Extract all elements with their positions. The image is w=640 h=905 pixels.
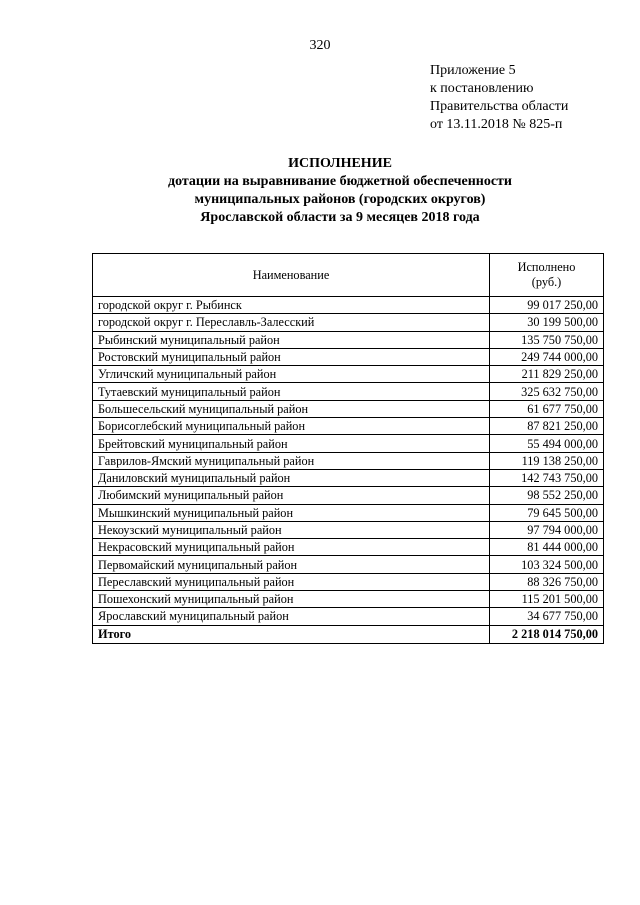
table-row [93, 504, 604, 521]
row-name: Некоузский муниципальный район [93, 521, 490, 538]
row-name: Ярославский муниципальный район [93, 608, 490, 625]
row-amount: 55 494 000,00 [490, 435, 604, 452]
table-row [93, 297, 604, 314]
table-row [93, 366, 604, 383]
table-row [93, 487, 604, 504]
total-amount: 2 218 014 750,00 [490, 625, 604, 643]
row-name: городской округ г. Переславль-Залесский [93, 314, 490, 331]
appendix-line: от 13.11.2018 № 825-п [430, 117, 563, 132]
row-name: Первомайский муниципальный район [93, 556, 490, 573]
row-name: Пошехонский муниципальный район [93, 591, 490, 608]
table-row [93, 400, 604, 417]
table-row [93, 331, 604, 348]
table-row [93, 314, 604, 331]
appendix-header [430, 62, 568, 134]
document-title [40, 155, 640, 227]
header-amount-line: Исполнено [517, 260, 576, 274]
table-row [93, 591, 604, 608]
row-amount: 119 138 250,00 [490, 452, 604, 469]
row-amount: 325 632 750,00 [490, 383, 604, 400]
table-row [93, 418, 604, 435]
table-row [93, 452, 604, 469]
row-name: Большесельский муниципальный район [93, 400, 490, 417]
appendix-line: Правительства области [430, 99, 569, 114]
execution-table [92, 253, 604, 644]
row-amount: 103 324 500,00 [490, 556, 604, 573]
row-amount: 135 750 750,00 [490, 331, 604, 348]
row-amount: 61 677 750,00 [490, 400, 604, 417]
title-line: ИСПОЛНЕНИЕ [288, 156, 392, 171]
appendix-line: Приложение 5 [430, 63, 516, 78]
table-body [93, 297, 604, 644]
title-line: Ярославской области за 9 месяцев 2018 года [200, 210, 480, 225]
row-name: Борисоглебский муниципальный район [93, 418, 490, 435]
row-amount: 88 326 750,00 [490, 573, 604, 590]
row-name: Тутаевский муниципальный район [93, 383, 490, 400]
header-name: Наименование [93, 254, 490, 297]
page-number: 320 [309, 38, 331, 53]
row-amount: 79 645 500,00 [490, 504, 604, 521]
row-amount: 211 829 250,00 [490, 366, 604, 383]
table-header-row [93, 254, 604, 297]
row-amount: 97 794 000,00 [490, 521, 604, 538]
row-amount: 99 017 250,00 [490, 297, 604, 314]
row-amount: 30 199 500,00 [490, 314, 604, 331]
title-line: дотации на выравнивание бюджетной обеспеченности [167, 174, 512, 189]
table-row [93, 435, 604, 452]
row-name: Даниловский муниципальный район [93, 469, 490, 486]
row-name: Гаврилов-Ямский муниципальный район [93, 452, 490, 469]
title-line: муниципальных районов (городских округов) [194, 192, 486, 207]
row-amount: 115 201 500,00 [490, 591, 604, 608]
table-row [93, 383, 604, 400]
table-row [93, 573, 604, 590]
total-row [93, 625, 604, 643]
row-amount: 142 743 750,00 [490, 469, 604, 486]
table-row [93, 521, 604, 538]
table-row [93, 539, 604, 556]
row-amount: 249 744 000,00 [490, 348, 604, 365]
table-row [93, 608, 604, 625]
row-name: городской округ г. Рыбинск [93, 297, 490, 314]
total-label: Итого [93, 625, 490, 643]
row-name: Рыбинский муниципальный район [93, 331, 490, 348]
table-row [93, 556, 604, 573]
table-row [93, 348, 604, 365]
table-row [93, 469, 604, 486]
row-amount: 87 821 250,00 [490, 418, 604, 435]
row-name: Брейтовский муниципальный район [93, 435, 490, 452]
row-name: Переславский муниципальный район [93, 573, 490, 590]
row-amount: 34 677 750,00 [490, 608, 604, 625]
header-amount-unit: (руб.) [531, 275, 562, 289]
row-name: Некрасовский муниципальный район [93, 539, 490, 556]
appendix-line: к постановлению [430, 81, 534, 96]
row-name: Угличский муниципальный район [93, 366, 490, 383]
header-amount [490, 254, 604, 297]
row-name: Ростовский муниципальный район [93, 348, 490, 365]
row-amount: 98 552 250,00 [490, 487, 604, 504]
row-amount: 81 444 000,00 [490, 539, 604, 556]
row-name: Любимский муниципальный район [93, 487, 490, 504]
row-name: Мышкинский муниципальный район [93, 504, 490, 521]
